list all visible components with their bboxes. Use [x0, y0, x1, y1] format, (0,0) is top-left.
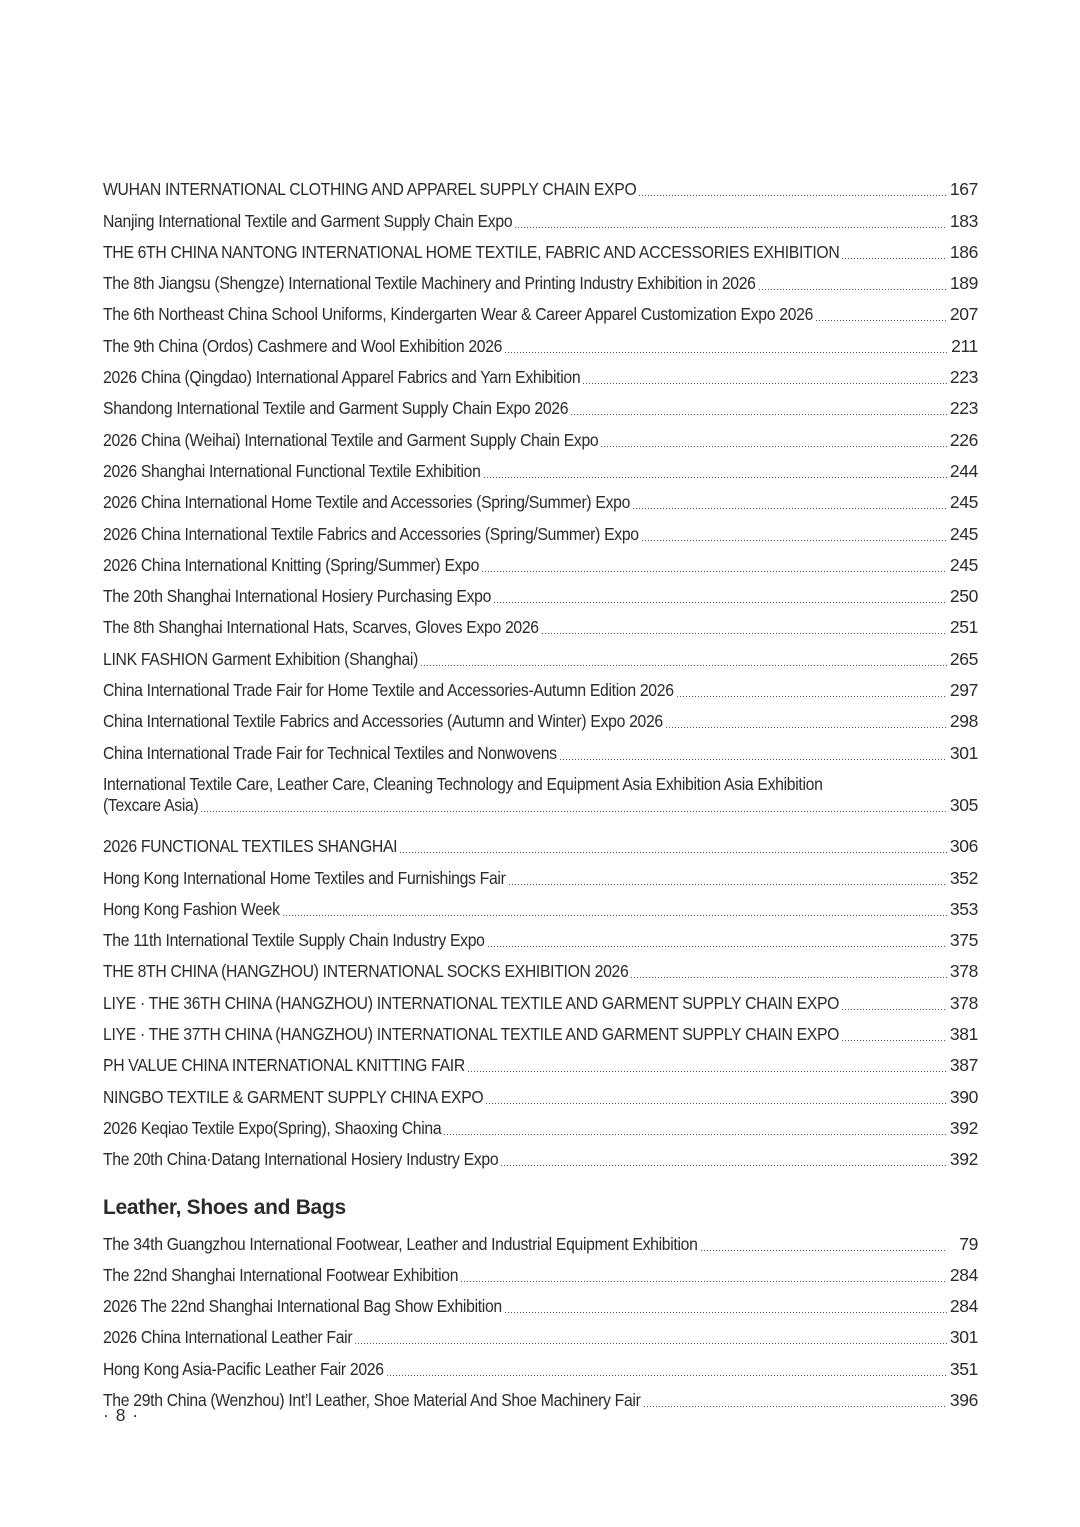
toc-entry[interactable]	[103, 857, 978, 888]
toc-entry[interactable]	[103, 1045, 978, 1076]
toc-entry-page: 211	[951, 335, 978, 356]
toc-entry-title: 2026 China (Weihai) International Textile and Garment Supply Chain Expo	[103, 429, 599, 450]
toc-entry[interactable]	[103, 388, 978, 419]
toc-entry[interactable]	[103, 1348, 978, 1379]
toc-entry-page: 284	[949, 1264, 978, 1285]
toc-entry-title: Hong Kong Fashion Week	[103, 898, 280, 919]
dot-leader	[841, 1005, 947, 1011]
toc-entry[interactable]	[103, 169, 978, 200]
toc-entry-page: 250	[949, 586, 978, 607]
table-of-contents	[103, 169, 978, 1411]
dot-leader	[559, 755, 947, 761]
dot-leader	[467, 1067, 947, 1073]
toc-entry-page: 223	[949, 398, 978, 419]
toc-entry-title: 2026 China International Knitting (Spring/Summer) Expo	[103, 554, 480, 575]
toc-entry[interactable]	[103, 638, 978, 669]
dot-leader	[638, 191, 947, 197]
dot-leader	[632, 504, 947, 510]
toc-entry-page: 183	[949, 210, 978, 231]
toc-entry-title: The 8th Jiangsu (Shengze) International Textile Machinery and Printing Industry Exhibition in 2026	[103, 273, 756, 294]
toc-entry-title: LINK FASHION Garment Exhibition (Shanghai)	[103, 648, 419, 669]
toc-entry-page: 251	[949, 617, 978, 638]
toc-entry-page: 207	[949, 304, 978, 325]
toc-entry-page: 284	[949, 1296, 978, 1317]
toc-entry-title: Hong Kong International Home Textiles and Furnishings Fair	[103, 867, 506, 888]
dot-leader	[643, 1402, 947, 1408]
toc-entry-page: 265	[949, 648, 978, 669]
dot-leader	[541, 629, 947, 635]
toc-entry-title: The 9th China (Ordos) Cashmere and Wool Exhibition 2026	[103, 335, 503, 356]
toc-entry[interactable]	[103, 482, 978, 513]
toc-entry-title: 2026 Keqiao Textile Expo(Spring), Shaoxing China	[103, 1117, 442, 1138]
toc-entry-title: The 22nd Shanghai International Footwear Exhibition	[103, 1264, 459, 1285]
dot-leader	[420, 661, 947, 667]
toc-entry-title: 2026 China International Home Textile and Accessories (Spring/Summer) Expo	[103, 492, 631, 513]
toc-entry-page: 167	[949, 179, 978, 200]
toc-entry-title: 2026 China (Qingdao) International Apparel Fabrics and Yarn Exhibition	[103, 367, 581, 388]
toc-entry[interactable]	[103, 232, 978, 263]
toc-entry[interactable]	[103, 1108, 978, 1139]
dot-leader	[386, 1371, 947, 1377]
dot-leader	[514, 223, 947, 229]
toc-entry-texcare[interactable]	[103, 774, 978, 816]
toc-entry[interactable]	[103, 200, 978, 231]
dot-leader	[354, 1339, 947, 1345]
toc-entry-page: 378	[949, 961, 978, 982]
toc-entry[interactable]	[103, 357, 978, 388]
toc-entry[interactable]	[103, 1223, 978, 1254]
toc-entry[interactable]	[103, 1380, 978, 1411]
toc-entry-page: 301	[949, 1327, 978, 1348]
toc-entry-title: 2026 Shanghai International Functional Textile Exhibition	[103, 460, 481, 481]
toc-entry-title: The 20th Shanghai International Hosiery Purchasing Expo	[103, 586, 492, 607]
toc-entry[interactable]	[103, 889, 978, 920]
toc-entry[interactable]	[103, 951, 978, 982]
toc-entry-page: 245	[949, 523, 978, 544]
toc-entry-page: 387	[949, 1055, 978, 1076]
toc-entry[interactable]	[103, 451, 978, 482]
toc-entry[interactable]	[103, 576, 978, 607]
toc-entry[interactable]	[103, 920, 978, 951]
dot-leader	[570, 410, 947, 416]
toc-entry-title: The 34th Guangzhou International Footwear, Leather and Industrial Equipment Exhibition	[103, 1233, 698, 1254]
dot-leader	[399, 848, 947, 854]
toc-entry[interactable]	[103, 1255, 978, 1286]
toc-entry-page: 375	[949, 930, 978, 951]
dot-leader	[282, 911, 947, 917]
toc-entry[interactable]	[103, 826, 978, 857]
toc-entry-title-line1: International Textile Care, Leather Care, Cleaning Technology and Equipment Asia Exhibition Asia Exhibition	[103, 773, 823, 794]
toc-entry[interactable]	[103, 419, 978, 450]
toc-entry-title: The 6th Northeast China School Uniforms, Kindergarten Wear & Career Apparel Customization Expo 2026	[103, 304, 814, 325]
toc-entry-page: 378	[949, 992, 978, 1013]
toc-entry-title: THE 8TH CHINA (HANGZHOU) INTERNATIONAL SOCKS EXHIBITION 2026	[103, 961, 629, 982]
dot-leader	[841, 254, 947, 260]
dot-leader	[815, 316, 947, 322]
dot-leader	[504, 348, 947, 354]
toc-entry-page: 79	[959, 1233, 978, 1254]
toc-entry[interactable]	[103, 263, 978, 294]
toc-entry-page: 226	[949, 429, 978, 450]
toc-entry-page: 297	[949, 680, 978, 701]
dot-leader	[630, 973, 947, 979]
toc-entry[interactable]	[103, 294, 978, 325]
dot-leader	[841, 1036, 947, 1042]
toc-entry-page: 298	[949, 711, 978, 732]
toc-entry-page: 305	[949, 794, 978, 815]
toc-entry-title: 2026 FUNCTIONAL TEXTILES SHANGHAI	[103, 836, 398, 857]
toc-entry-title: WUHAN INTERNATIONAL CLOTHING AND APPAREL SUPPLY CHAIN EXPO	[103, 179, 637, 200]
toc-entry-title: Hong Kong Asia-Pacific Leather Fair 2026	[103, 1358, 384, 1379]
toc-entry-title: 2026 The 22nd Shanghai International Bag Show Exhibition	[103, 1296, 502, 1317]
toc-entry-title: Nanjing International Textile and Garment Supply Chain Expo	[103, 210, 513, 231]
dot-leader	[487, 942, 947, 948]
dot-leader	[508, 880, 947, 886]
toc-entry-page: 301	[949, 742, 978, 763]
dot-leader	[483, 473, 947, 479]
dot-leader	[500, 1161, 947, 1167]
toc-entry[interactable]	[103, 607, 978, 638]
toc-entry-page: 223	[949, 367, 978, 388]
dot-leader	[676, 692, 947, 698]
page-number: · 8 ·	[103, 1405, 140, 1425]
toc-entry-title: NINGBO TEXTILE & GARMENT SUPPLY CHINA EXPO	[103, 1086, 484, 1107]
toc-entry-title: Shandong International Textile and Garment Supply Chain Expo 2026	[103, 398, 569, 419]
toc-entry-title: The 11th International Textile Supply Chain Industry Expo	[103, 930, 485, 951]
toc-entry[interactable]	[103, 670, 978, 701]
dot-leader	[641, 536, 947, 542]
dot-leader	[600, 442, 947, 448]
dot-leader	[200, 807, 947, 813]
dot-leader	[582, 379, 947, 385]
toc-entry-title: 2026 China International Textile Fabrics and Accessories (Spring/Summer) Expo	[103, 523, 639, 544]
toc-entry-title: The 29th China (Wenzhou) Int’l Leather, Shoe Material And Shoe Machinery Fair	[103, 1389, 641, 1410]
toc-entry[interactable]	[103, 1317, 978, 1348]
dot-leader	[504, 1308, 947, 1314]
toc-entry-page: 352	[949, 867, 978, 888]
toc-entry[interactable]	[103, 513, 978, 544]
toc-entry[interactable]	[103, 1076, 978, 1107]
toc-entry-title: THE 6TH CHINA NANTONG INTERNATIONAL HOME TEXTILE, FABRIC AND ACCESSORIES EXHIBITION	[103, 241, 840, 262]
toc-entry-title: LIYE · THE 37TH CHINA (HANGZHOU) INTERNATIONAL TEXTILE AND GARMENT SUPPLY CHAIN EXPO	[103, 1024, 840, 1045]
dot-leader	[485, 1099, 947, 1105]
toc-entry[interactable]	[103, 1139, 978, 1170]
toc-entry-title: 2026 China International Leather Fair	[103, 1327, 353, 1348]
toc-entry-title: The 8th Shanghai International Hats, Scarves, Gloves Expo 2026	[103, 617, 539, 638]
toc-entry-page: 396	[949, 1389, 978, 1410]
toc-entry[interactable]	[103, 982, 978, 1013]
toc-entry-page: 244	[949, 460, 978, 481]
dot-leader	[665, 723, 947, 729]
toc-entry-title: LIYE · THE 36TH CHINA (HANGZHOU) INTERNATIONAL TEXTILE AND GARMENT SUPPLY CHAIN EXPO	[103, 992, 840, 1013]
toc-entry-page: 189	[949, 273, 978, 294]
toc-entry-title: China International Trade Fair for Home Textile and Accessories-Autumn Edition 2026	[103, 680, 674, 701]
section-heading-leather: Leather, Shoes and Bags	[103, 1196, 346, 1220]
toc-entry-title: China International Textile Fabrics and Accessories (Autumn and Winter) Expo 2026	[103, 711, 663, 732]
toc-entry-title: China International Trade Fair for Technical Textiles and Nonwovens	[103, 742, 557, 763]
toc-entry[interactable]	[103, 1286, 978, 1317]
dot-leader	[758, 285, 947, 291]
dot-leader	[493, 598, 947, 604]
dot-leader	[460, 1277, 947, 1283]
toc-entry[interactable]	[103, 701, 978, 732]
toc-entry-page: 186	[949, 241, 978, 262]
toc-entry[interactable]	[103, 1014, 978, 1045]
dot-leader	[481, 567, 947, 573]
toc-entry-page: 351	[949, 1358, 978, 1379]
toc-entry-page: 392	[949, 1149, 978, 1170]
toc-entry[interactable]	[103, 545, 978, 576]
toc-entry-title: The 20th China·Datang International Hosiery Industry Expo	[103, 1149, 499, 1170]
toc-entry-page: 245	[949, 492, 978, 513]
dot-leader	[700, 1246, 947, 1252]
toc-entry[interactable]	[103, 325, 978, 356]
toc-entry-page: 390	[949, 1086, 978, 1107]
toc-entry-title-line2: (Texcare Asia)	[103, 794, 199, 815]
dot-leader	[443, 1130, 947, 1136]
toc-entry-page: 392	[949, 1117, 978, 1138]
toc-entry-page: 245	[949, 554, 978, 575]
toc-entry[interactable]	[103, 732, 978, 763]
toc-entry-title: PH VALUE CHINA INTERNATIONAL KNITTING FAIR	[103, 1055, 465, 1076]
toc-entry-page: 306	[949, 836, 978, 857]
toc-entry-page: 381	[949, 1024, 978, 1045]
toc-entry-page: 353	[949, 898, 978, 919]
